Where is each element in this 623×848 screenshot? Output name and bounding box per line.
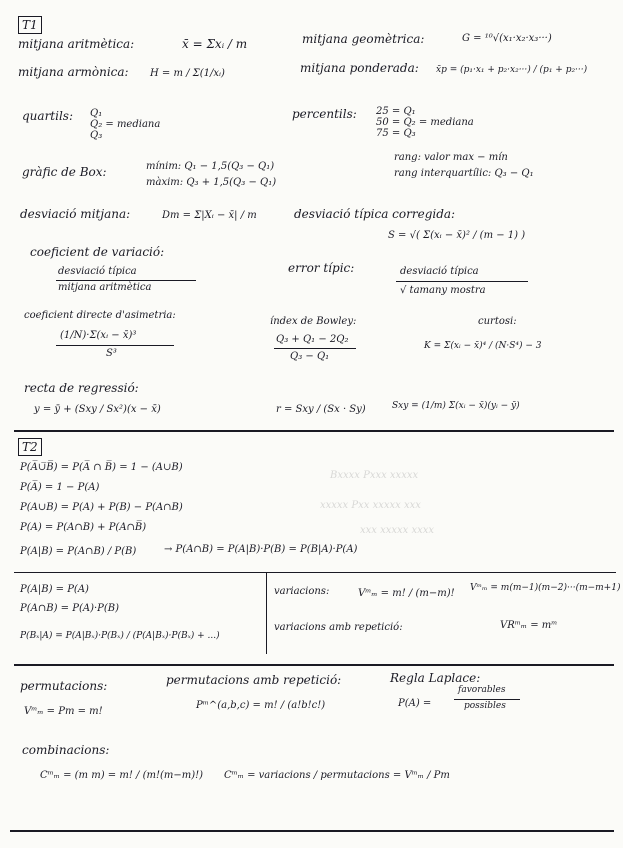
combinacions-label: combinacions: [22, 743, 110, 757]
mitjana-ponderada-formula: x̄p = (p₁·x₁ + p₂·x₂···) / (p₁ + p₂···) [436, 65, 588, 75]
percentil-25: 25 = Q₁ [376, 106, 416, 117]
quartil-q1: Q₁ [90, 108, 103, 119]
error-tipic-label: error típic: [288, 261, 355, 275]
prob-conditional: P(A|B) = P(A∩B) / P(B) [20, 546, 137, 557]
prob-line-2: P(A̅) = 1 − P(A) [20, 482, 100, 493]
coef-asimetria-den: S³ [106, 348, 117, 359]
laplace-label: Regla Laplace: [390, 671, 481, 685]
permutacions-label: permutacions: [20, 679, 108, 693]
coef-variacio-num: desviació típica [58, 266, 137, 277]
rang-text: rang: valor max − mín [394, 152, 508, 163]
quartil-q2: Q₂ = mediana [90, 119, 161, 130]
prob-independence-2: P(A∩B) = P(A)·P(B) [20, 603, 120, 614]
percentil-50: 50 = Q₂ = mediana [376, 117, 474, 128]
variacions-expanded: Vᵐₘ = m(m−1)(m−2)···(m−m+1) [470, 583, 621, 593]
coef-variacio-label: coeficient de variació: [30, 245, 165, 259]
desviacio-tipica-label: desviació típica corregida: [294, 207, 456, 221]
permutacions-rep-label: permutacions amb repetició: [166, 673, 342, 687]
mitjana-aritmetica-formula: x̄ = Σxᵢ / m [182, 37, 248, 51]
index-bowley-label: índex de Bowley: [270, 316, 357, 327]
combinacions-formula-2: Cᵐₘ = variacions / permutacions = Vᵐₘ / Pm [224, 770, 450, 781]
mitjana-aritmetica-label: mitjana aritmètica: [18, 37, 135, 51]
variacions-label: variacions: [274, 586, 330, 597]
prob-bayes: P(Bₓ|A) = P(A|Bₓ)·P(Bₓ) / (P(A|Bₓ)·P(Bₓ) + ...) [20, 631, 220, 641]
curtosi-label: curtosi: [478, 316, 517, 327]
desviacio-mitjana-formula: Dm = Σ|Xᵢ − x̄| / m [162, 210, 257, 221]
section-divider [14, 430, 614, 432]
t1-tag: T1 [18, 16, 42, 34]
error-tipic-den: √ tamany mostra [400, 285, 486, 296]
prob-line-1: P(A̅∪̅B̅) = P(A̅ ∩ B̅) = 1 − (A∪B) [20, 462, 183, 473]
coef-variacio-den: mitjana aritmètica [58, 282, 152, 293]
index-bowley-den: Q₃ − Q₁ [290, 351, 330, 362]
coef-asimetria-label: coeficient directe d'asimetria: [24, 310, 176, 321]
error-tipic-num: desviació típica [400, 266, 479, 277]
laplace-num: favorables [458, 685, 506, 695]
laplace-formula: P(A) = [398, 698, 432, 709]
t2-tag: T2 [18, 438, 42, 456]
notes-page: Bxxxx Pxxx xxxxx xxxxx Pxx xxxxx xxx xxx xxxxx xxxx T1 mitjana aritmètica: x̄ = Σxᵢ / m mitjana geomètrica: G = ¹⁰√(x₁·x₂·x₃···) mitjana armònica: H = m / Σ(1/xᵢ) mitjana ponderada: x̄p = (p₁·x₁ + p₂·x₂···) / (p₁ + p₂···) quartils: Q₁ Q₂ = mediana Q₃ percentils: 25 = Q₁ 50 = Q₂ = mediana 75 = Q₃ gràfic de Box: mínim: Q₁ − 1,5(Q₃ − Q₁) màxim: Q₃ + 1,5(Q₃ − Q₁) rang: valor max − mín rang interquartílic: Q₃ − Q₁ desviació mitjana: Dm = Σ|Xᵢ − x̄| / m desviació típica corregida: S = √( Σ(xᵢ − x̄)² / (m − 1) ) coeficient de variació: desviació típica mitjana aritmètica error típic: desviació típica √ tamany mostra coeficient directe d'asimetria: (1/N)·Σ(xᵢ − x̄)³ S³ índex de Bowley: Q₃ + Q₁ − 2Q₂ Q₃ − Q₁ curtosi: K = Σ(xᵢ − x̄)⁴ / (N·S⁴) − 3 recta de regressió: y = ȳ + (Sxy / Sx²)(x − x̄) r = Sxy / (Sx · Sy) Sxy = (1/m) Σ(xᵢ − x̄)(yᵢ − ȳ) T2 P(A̅∪̅B̅) = P(A̅ ∩ B̅) = 1 − (A∪B) P(A̅) = 1 − P(A) P(A∪B) = P(A) + P(B) − P(A∩B) P(A) = P(A∩B) + P(A∩B̅) P(A|B) = P(A∩B) / P(B) → P(A∩B) = P(A|B)·P(B) = P(B|A)·P(A) P(A|B) = P(A) P(A∩B) = P(A)·P(B) P(Bₓ|A) = P(A|Bₓ)·P(Bₓ) / (P(A|Bₓ)·P(Bₓ) + ...) variacions: Vᵐₘ = m! / (m−m)! Vᵐₘ = m(m−1)(m−2)···(m−m+1) variacions amb repetició: VRᵐₘ = mᵐ permutacions: Vᵐₘ = Pm = m! permutacions amb repetició: Pᵐ^(a,b,c) = m! / (a!b!c!) Regla Laplace: P(A) = favorables possibles combinacions: Cᵐₘ = (m m) = m! / (m!(m−m)!) Cᵐₘ = variacions / permutacions = Vᵐₘ / Pm [0, 0, 623, 848]
recta-regressio-formula: y = ȳ + (Sxy / Sx²)(x − x̄) [34, 404, 161, 415]
variacions-formula: Vᵐₘ = m! / (m−m)! [358, 588, 455, 599]
combinacions-formula-1: Cᵐₘ = (m m) = m! / (m!(m−m)!) [40, 770, 204, 781]
permutacions-formula: Vᵐₘ = Pm = m! [24, 706, 103, 717]
variacions-rep-formula: VRᵐₘ = mᵐ [500, 620, 558, 631]
recta-regressio-label: recta de regressió: [24, 381, 139, 395]
curtosi-formula: K = Σ(xᵢ − x̄)⁴ / (N·S⁴) − 3 [424, 341, 542, 351]
percentils-label: percentils: [292, 107, 357, 121]
permutacions-rep-formula: Pᵐ^(a,b,c) = m! / (a!b!c!) [196, 700, 326, 711]
correlation-r-formula: r = Sxy / (Sx · Sy) [276, 404, 366, 415]
index-bowley-num: Q₃ + Q₁ − 2Q₂ [276, 334, 349, 345]
grafic-box-maxim: màxim: Q₃ + 1,5(Q₃ − Q₁) [146, 177, 277, 188]
desviacio-mitjana-label: desviació mitjana: [20, 207, 131, 221]
mitjana-armonica-formula: H = m / Σ(1/xᵢ) [150, 68, 225, 79]
coef-asimetria-num: (1/N)·Σ(xᵢ − x̄)³ [60, 330, 137, 341]
mitjana-geometrica-label: mitjana geomètrica: [302, 32, 425, 46]
covariance-sxy-formula: Sxy = (1/m) Σ(xᵢ − x̄)(yᵢ − ȳ) [392, 401, 520, 411]
prob-independence-1: P(A|B) = P(A) [20, 584, 89, 595]
quartil-q3: Q₃ [90, 130, 103, 141]
mitjana-armonica-label: mitjana armònica: [18, 65, 129, 79]
box-divider [14, 572, 276, 573]
desviacio-tipica-formula: S = √( Σ(xᵢ − x̄)² / (m − 1) ) [388, 230, 526, 241]
percentil-75: 75 = Q₃ [376, 128, 416, 139]
prob-conditional-product: → P(A∩B) = P(A|B)·P(B) = P(B|A)·P(A) [164, 544, 358, 555]
mitjana-geometrica-formula: G = ¹⁰√(x₁·x₂·x₃···) [462, 33, 552, 44]
quartils-label: quartils: [22, 109, 73, 123]
laplace-den: possibles [464, 701, 506, 711]
variacions-rep-label: variacions amb repetició: [274, 622, 403, 633]
rang-interquartilic: rang interquartílic: Q₃ − Q₁ [394, 168, 534, 179]
grafic-box-label: gràfic de Box: [22, 165, 107, 179]
prob-line-4: P(A) = P(A∩B) + P(A∩B̅) [20, 522, 147, 533]
mitjana-ponderada-label: mitjana ponderada: [300, 61, 419, 75]
prob-line-3: P(A∪B) = P(A) + P(B) − P(A∩B) [20, 502, 183, 513]
grafic-box-minim: mínim: Q₁ − 1,5(Q₃ − Q₁) [146, 161, 275, 172]
